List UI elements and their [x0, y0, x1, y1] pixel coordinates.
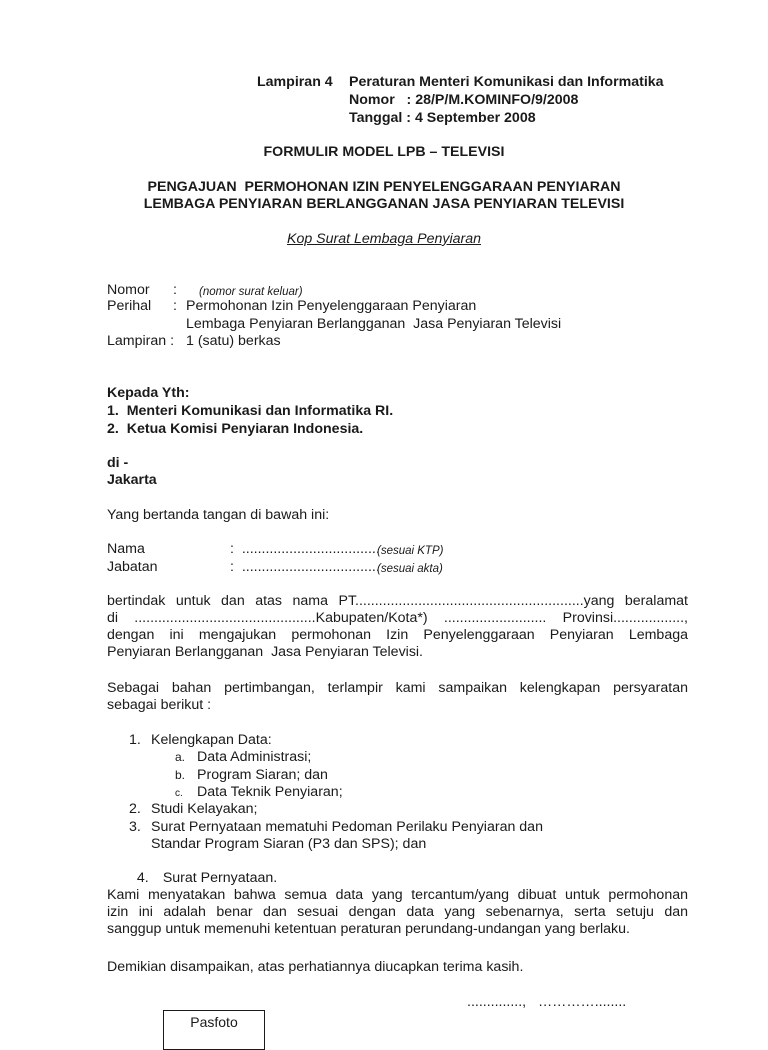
req-1a-text: Data Administrasi;: [197, 749, 312, 765]
req-3-text: Surat Pernyataan mematuhi Pedoman Perilaku Penyiaran dan: [151, 819, 543, 835]
para3-line1: Kami menyatakan bahwa semua data yang tercantum/yang dibuat untuk permohonan: [107, 887, 688, 903]
req-4: [129, 853, 277, 887]
req-4-text: Surat Pernyataan.: [158, 870, 278, 886]
nama-note: (sesuai KTP): [377, 545, 444, 557]
lampiran-meta-value: 1 (satu) berkas: [186, 333, 281, 349]
tanggal-line: Tanggal : 4 September 2008: [349, 110, 536, 126]
req-1b-label: b.: [175, 768, 186, 782]
nama-field: : ...................................: [230, 541, 380, 557]
para3-line2: izin ini adalah benar dan sesuai dengan data yang sebenarnya, serta setuju dan: [107, 904, 688, 920]
req-1-num: 1.: [129, 732, 141, 748]
recipient-1: 1. Menteri Komunikasi dan Informatika RI.: [107, 403, 394, 419]
req-1b-text: Program Siaran; dan: [197, 767, 328, 783]
req-2: [129, 801, 257, 818]
intro-text: Yang bertanda tangan di bawah ini:: [107, 507, 330, 523]
req-2-text: Studi Kelayakan;: [151, 801, 258, 817]
subject-title-line1: PENGAJUAN PERMOHONAN IZIN PENYELENGGARAAN PENYIARAN: [147, 179, 621, 195]
nomor-label: Nomor: [107, 282, 150, 298]
req-4-num: 4.: [136, 870, 149, 886]
req-1c-text: Data Teknik Penyiaran;: [197, 784, 343, 800]
nomor-line: Nomor : 28/P/M.KOMINFO/9/2008: [349, 92, 579, 108]
peraturan-title: Peraturan Menteri Komunikasi dan Informatika: [349, 74, 664, 90]
form-title: FORMULIR MODEL LPB – TELEVISI: [263, 144, 505, 160]
lampiran-meta-label: Lampiran :: [107, 333, 175, 349]
nomor-colon: :: [173, 282, 177, 298]
lampiran-label: Lampiran 4: [257, 74, 333, 90]
di-label: di -: [107, 455, 129, 471]
req-1c: [175, 784, 343, 802]
closing-text: Demikian disampaikan, atas perhatiannya diucapkan terima kasih.: [107, 959, 524, 975]
jabatan-label: Jabatan: [107, 559, 158, 575]
req-1a-label: a.: [175, 750, 186, 764]
para1-line4: Penyiaran Berlangganan Jasa Penyiaran Televisi.: [107, 644, 424, 660]
req-2-num: 2.: [129, 801, 141, 817]
req-3-cont: Standar Program Siaran (P3 dan SPS); dan: [151, 836, 427, 852]
subject-title-line2: LEMBAGA PENYIARAN BERLANGGANAN JASA PENYIARAN TELEVISI: [143, 196, 625, 212]
req-1c-label: c.: [175, 788, 183, 799]
kepada-label: Kepada Yth:: [107, 385, 190, 401]
perihal-colon: :: [173, 298, 177, 314]
photo-box: [163, 1010, 265, 1050]
perihal-label: Perihal: [107, 298, 152, 314]
photo-box-label: Pasfoto: [190, 1014, 238, 1030]
recipient-2: 2. Ketua Komisi Penyiaran Indonesia.: [107, 421, 364, 437]
paragraph-statement: [107, 887, 688, 938]
nomor-value: (nomor surat keluar): [199, 286, 303, 298]
para1-line3: dengan ini mengajukan permohonan Izin Penyelenggaraan Penyiaran Lembaga: [107, 627, 688, 643]
paragraph-declaration: [107, 593, 688, 661]
para2-line1: Sebagai bahan pertimbangan, terlampir kami sampaikan kelengkapan persyaratan: [107, 680, 688, 696]
jabatan-note: (sesuai akta): [377, 563, 443, 575]
kop-surat: Kop Surat Lembaga Penyiaran: [286, 231, 482, 247]
req-3: [129, 819, 543, 836]
place-date-field: .............., …………........: [467, 994, 627, 1010]
para1-line2: di ..............................................Kabupaten/Kota*) .......................... Provinsi..................,: [107, 610, 688, 626]
jabatan-field: : ...................................: [230, 559, 380, 575]
req-1-text: Kelengkapan Data:: [151, 732, 272, 748]
para2-line2: sebagai berikut :: [107, 697, 212, 713]
para1-line1: bertindak untuk dan atas nama PT..........................................................yang beralamat: [107, 593, 688, 609]
perihal-line1: Permohonan Izin Penyelenggaraan Penyiaran: [186, 298, 477, 314]
paragraph-consideration: [107, 680, 688, 714]
perihal-line2: Lembaga Penyiaran Berlangganan Jasa Penyiaran Televisi: [186, 316, 562, 332]
para3-line3: sanggup untuk memenuhi ketentuan peraturan perundang-undangan yang berlaku.: [107, 921, 630, 937]
req-1: [129, 732, 272, 749]
req-1b: [175, 767, 328, 784]
req-3-num: 3.: [129, 819, 141, 835]
req-1a: [175, 749, 311, 766]
nama-label: Nama: [107, 541, 145, 557]
city: Jakarta: [107, 472, 157, 488]
